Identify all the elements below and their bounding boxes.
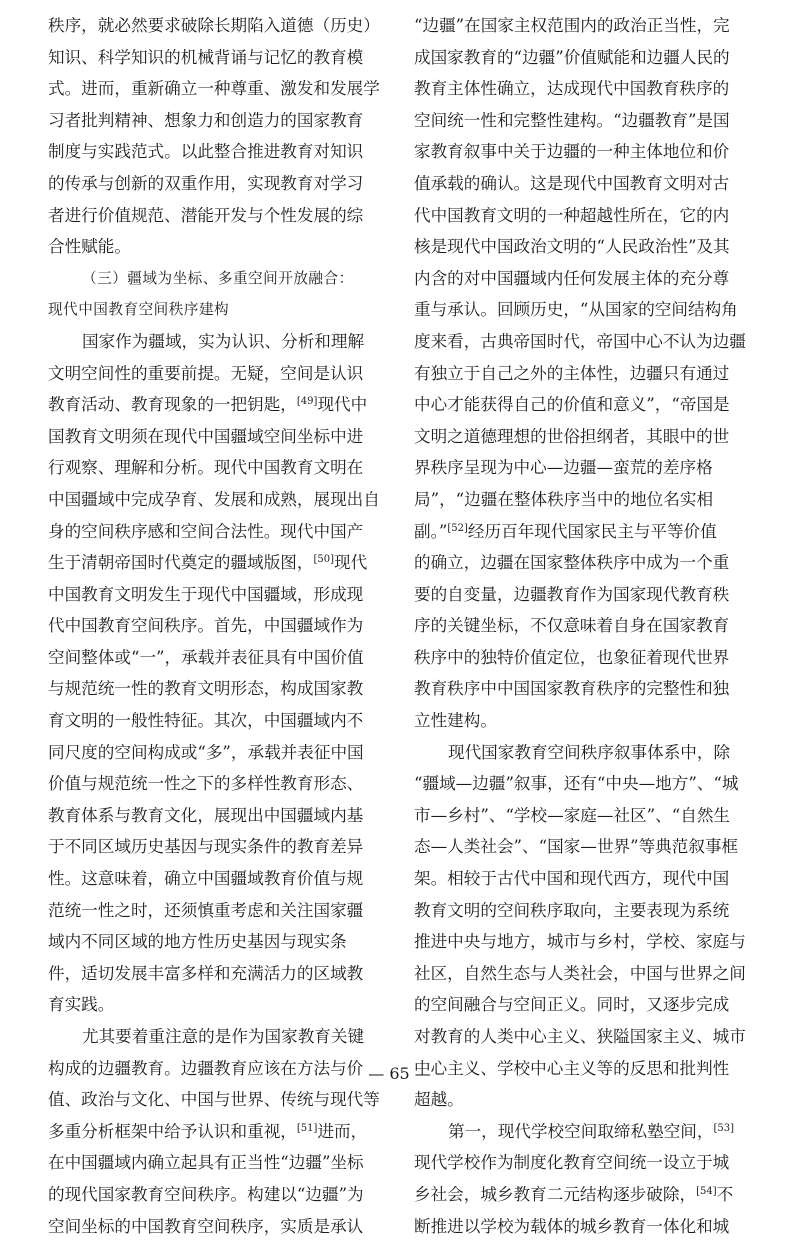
citation-marker: [53] xyxy=(713,1122,735,1134)
text-line xyxy=(48,1116,389,1148)
line-text: 多重分析框架中给予认识和重视， xyxy=(48,1121,297,1141)
line-text: 有独立于自己之外的主体性，边疆只有通过 xyxy=(414,363,730,383)
line-text: 的确立，边疆在国家整体秩序中成为一个重 xyxy=(414,553,730,573)
line-text-continued: 不 xyxy=(716,1184,734,1204)
line-text: 立性建构。 xyxy=(414,711,497,731)
text-line xyxy=(48,895,389,927)
line-text: 的现代国家教育空间秩序。构建以“边疆”为 xyxy=(48,1184,364,1204)
line-text: 值、政治与文化、中国与世界、传统与现代等 xyxy=(48,1090,380,1110)
text-line xyxy=(48,705,389,737)
text-line xyxy=(48,768,389,800)
line-text: “边疆”在国家主权范围内的政治正当性，完 xyxy=(414,16,730,35)
text-line xyxy=(48,737,389,769)
line-text: 中国疆域中完成孕育、发展和成熟，展现出自 xyxy=(48,489,380,509)
line-text: 家教育叙事中关于边疆的一种主体地位和价 xyxy=(414,142,730,162)
line-text: 制度与实践范式。以此整合推进教育对知识 xyxy=(48,142,364,162)
text-line xyxy=(414,263,755,295)
text-line xyxy=(414,705,755,737)
line-text: 合性赋能。 xyxy=(48,237,131,257)
text-line xyxy=(48,326,389,358)
line-text: 构成的边疆教育。边疆教育应该在方法与价 xyxy=(48,1058,364,1078)
line-text: 中国教育文明发生于现代中国疆域，形成现 xyxy=(48,584,364,604)
line-text: 空间坐标的中国教育空间秩序，实质是承认 xyxy=(48,1216,364,1236)
text-line xyxy=(48,421,389,453)
text-line xyxy=(48,1211,389,1242)
text-line xyxy=(414,168,755,200)
text-line xyxy=(414,926,755,958)
left-text-column xyxy=(48,10,389,1242)
line-text: 习者批判精神、想象力和创造力的国家教育 xyxy=(48,110,364,130)
text-line xyxy=(414,1211,755,1242)
line-text: 文明之道德理想的世俗担纲者，其眼中的世 xyxy=(414,426,730,446)
citation-marker: [51] xyxy=(296,1122,318,1134)
line-text-continued: 进而， xyxy=(317,1121,368,1141)
text-line xyxy=(414,136,755,168)
page-number: — 65 — xyxy=(368,1064,431,1083)
line-text: 推进中央与地方，城市与乡村，学校、家庭与 xyxy=(414,932,746,952)
line-text: 现代学校作为制度化教育空间统一设立于城 xyxy=(414,1153,730,1173)
text-line xyxy=(414,200,755,232)
line-text: 育实践。 xyxy=(48,995,115,1015)
text-line xyxy=(414,895,755,927)
text-line xyxy=(48,42,389,74)
line-text: 代中国教育空间秩序。首先，中国疆域作为 xyxy=(48,616,364,636)
line-text: 生于清朝帝国时代奠定的疆域版图， xyxy=(48,553,314,573)
text-line xyxy=(414,105,755,137)
line-text: 重与承认。回顾历史，“从国家的空间结构角 xyxy=(414,300,738,320)
text-line xyxy=(414,389,755,421)
citation-marker: [52] xyxy=(447,522,468,534)
line-text: 架。相较于古代中国和现代西方，现代中国 xyxy=(414,869,730,889)
line-text: 对教育的人类中心主义、狭隘国家主义、城市 xyxy=(414,1027,746,1046)
line-text: 教育活动、教育现象的一把钥匙， xyxy=(48,395,297,415)
line-text: 教育主体性确立，达成现代中国教育秩序的 xyxy=(414,79,730,99)
text-line xyxy=(414,516,755,548)
text-line xyxy=(48,673,389,705)
text-line xyxy=(414,642,755,674)
line-text: 要的自变量，边疆教育作为国家现代教育秩 xyxy=(414,584,730,604)
citation-marker: [54] xyxy=(696,1185,717,1197)
section-heading-line xyxy=(48,294,389,326)
text-line xyxy=(48,863,389,895)
line-text: “疆域—边疆”叙事，还有“中央—地方”、“城 xyxy=(414,774,739,794)
line-text: 国教育文明须在现代中国疆域空间坐标中进 xyxy=(48,426,364,446)
text-line xyxy=(414,768,755,800)
text-line xyxy=(414,958,755,990)
text-line xyxy=(414,452,755,484)
line-text: 核是现代中国政治文明的“人民政治性”及其 xyxy=(414,237,730,257)
text-line xyxy=(48,516,389,548)
line-text: 中心主义、学校中心主义等的反思和批判性 xyxy=(414,1058,730,1078)
line-text: 身的空间秩序感和空间合法性。现代中国产 xyxy=(48,521,364,541)
line-text: 知识、科学知识的机械背诵与记忆的教育模 xyxy=(48,47,364,67)
text-line xyxy=(48,579,389,611)
line-text: 性。这意味着，确立中国疆域教育价值与规 xyxy=(48,869,364,889)
text-line xyxy=(414,358,755,390)
line-text: 序的关键坐标，不仅意味着自身在国家教育 xyxy=(414,616,730,636)
line-text: 秩序，就必然要求破除长期陷入道德（历史） xyxy=(48,16,380,35)
line-text: 秩序中的独特价值定位，也象征着现代世界 xyxy=(414,647,730,667)
line-text: 同尺度的空间构成或“多”，承载并表征中国 xyxy=(48,742,364,762)
text-line xyxy=(48,989,389,1021)
text-line xyxy=(414,673,755,705)
text-line xyxy=(414,800,755,832)
line-text: 件，适切发展丰富多样和充满活力的区域教 xyxy=(48,963,364,983)
text-line xyxy=(414,1084,755,1116)
line-text: 育文明的一般性特征。其次，中国疆域内不 xyxy=(48,711,364,731)
line-text: （三）疆域为坐标、多重空间开放融合： xyxy=(82,269,354,287)
line-text: 的传承与创新的双重作用，实现教育对学习 xyxy=(48,173,364,193)
line-text: 局”，“边疆在整体秩序当中的地位名实相 xyxy=(414,489,714,509)
line-text: 的空间融合与空间正义。同时，又逐步完成 xyxy=(414,995,730,1015)
text-line xyxy=(414,547,755,579)
line-text: 现代国家教育空间秩序叙事体系中，除 xyxy=(448,742,731,762)
text-line xyxy=(414,831,755,863)
text-line xyxy=(48,926,389,958)
text-line xyxy=(48,73,389,105)
line-text: 域内不同区域的地方性历史基因与现实条 xyxy=(48,932,347,952)
line-text: 与规范统一性的教育文明形态，构成国家教 xyxy=(48,679,364,699)
text-line xyxy=(414,1147,755,1179)
text-line xyxy=(48,958,389,990)
text-line xyxy=(48,136,389,168)
text-line xyxy=(414,1021,755,1053)
line-text: 式。进而，重新确立一种尊重、激发和发展学 xyxy=(48,79,380,99)
text-line xyxy=(48,10,389,42)
line-text: 行观察、理解和分析。现代中国教育文明在 xyxy=(48,458,364,478)
text-line xyxy=(414,1116,755,1148)
line-text: 国家作为疆域，实为认识、分析和理解 xyxy=(82,331,365,351)
line-text: 教育秩序中中国国家教育秩序的完整性和独 xyxy=(414,679,730,699)
line-text: 中心才能获得自己的价值和意义”，“帝国是 xyxy=(414,395,730,415)
line-text: 内含的对中国疆域内任何发展主体的充分尊 xyxy=(414,268,730,288)
line-text: 市—乡村”、“学校—家庭—社区”、“自然生 xyxy=(414,805,731,825)
text-line xyxy=(414,863,755,895)
text-line xyxy=(48,484,389,516)
line-text: 界秩序呈现为中心—边疆—蛮荒的差序格 xyxy=(414,458,713,478)
line-text: 第一，现代学校空间取缔私塾空间， xyxy=(448,1121,714,1141)
right-text-column xyxy=(414,10,755,1242)
text-line xyxy=(414,73,755,105)
text-line xyxy=(414,989,755,1021)
line-text: 代中国教育文明的一种超越性所在，它的内 xyxy=(414,205,730,225)
line-text: 度来看，古典帝国时代，帝国中心不认为边疆 xyxy=(414,331,746,351)
line-text: 成国家教育的“边疆”价值赋能和边疆人民的 xyxy=(414,47,730,67)
text-line xyxy=(414,484,755,516)
line-text: 尤其要着重注意的是作为国家教育关键 xyxy=(82,1027,365,1046)
line-text: 教育体系与教育文化，展现出中国疆域内基 xyxy=(48,805,364,825)
line-text: 在中国疆域内确立起具有正当性“边疆”坐标 xyxy=(48,1153,364,1173)
line-text: 值承载的确认。这是现代中国教育文明对古 xyxy=(414,173,730,193)
text-line xyxy=(414,737,755,769)
text-line xyxy=(414,10,755,42)
text-line xyxy=(48,200,389,232)
line-text: 断推进以学校为载体的城乡教育一体化和城 xyxy=(414,1216,730,1236)
line-text: 教育文明的空间秩序取向，主要表现为系统 xyxy=(414,900,730,920)
text-line xyxy=(48,800,389,832)
text-line xyxy=(48,452,389,484)
text-line xyxy=(414,1179,755,1211)
line-text: 范统一性之时，还须慎重考虑和关注国家疆 xyxy=(48,900,364,920)
line-text: 于不同区域历史基因与现实条件的教育差异 xyxy=(48,837,364,857)
line-text: 者进行价值规范、潜能开发与个性发展的综 xyxy=(48,205,364,225)
text-line xyxy=(414,294,755,326)
text-line xyxy=(414,231,755,263)
text-line xyxy=(48,105,389,137)
line-text: 副。” xyxy=(414,521,448,541)
line-text-continued: 经历百年现代国家民主与平等价值 xyxy=(467,521,717,541)
line-text: 态—人类社会”、“国家—世界”等典范叙事框 xyxy=(414,837,739,857)
text-line xyxy=(48,610,389,642)
line-text: 现代中国教育空间秩序建构 xyxy=(48,301,230,319)
section-heading-line xyxy=(48,263,389,295)
citation-marker: [49] xyxy=(296,396,318,408)
text-line xyxy=(48,1147,389,1179)
text-line xyxy=(48,831,389,863)
text-line xyxy=(48,1084,389,1116)
text-line xyxy=(414,326,755,358)
text-line xyxy=(48,1021,389,1053)
text-line xyxy=(414,421,755,453)
text-line xyxy=(48,358,389,390)
line-text: 文明空间性的重要前提。无疑，空间是认识 xyxy=(48,363,364,383)
line-text-continued: 现代中 xyxy=(317,395,368,415)
line-text: 价值与规范统一性之下的多样性教育形态、 xyxy=(48,774,364,794)
line-text-continued: 现代 xyxy=(334,553,368,573)
line-text: 社区，自然生态与人类社会，中国与世界之间 xyxy=(414,963,746,983)
text-line xyxy=(48,389,389,421)
text-line xyxy=(48,547,389,579)
text-line xyxy=(414,610,755,642)
text-line xyxy=(48,231,389,263)
text-line xyxy=(414,579,755,611)
line-text: 超越。 xyxy=(414,1090,464,1110)
text-line xyxy=(48,168,389,200)
text-line xyxy=(414,42,755,74)
text-line xyxy=(48,642,389,674)
line-text: 空间整体或“一”，承载并表征具有中国价值 xyxy=(48,647,364,667)
citation-marker: [50] xyxy=(313,554,335,566)
line-text: 乡社会，城乡教育二元结构逐步破除， xyxy=(414,1184,697,1204)
line-text: 空间统一性和完整性建构。“边疆教育”是国 xyxy=(414,110,730,130)
text-line xyxy=(48,1179,389,1211)
